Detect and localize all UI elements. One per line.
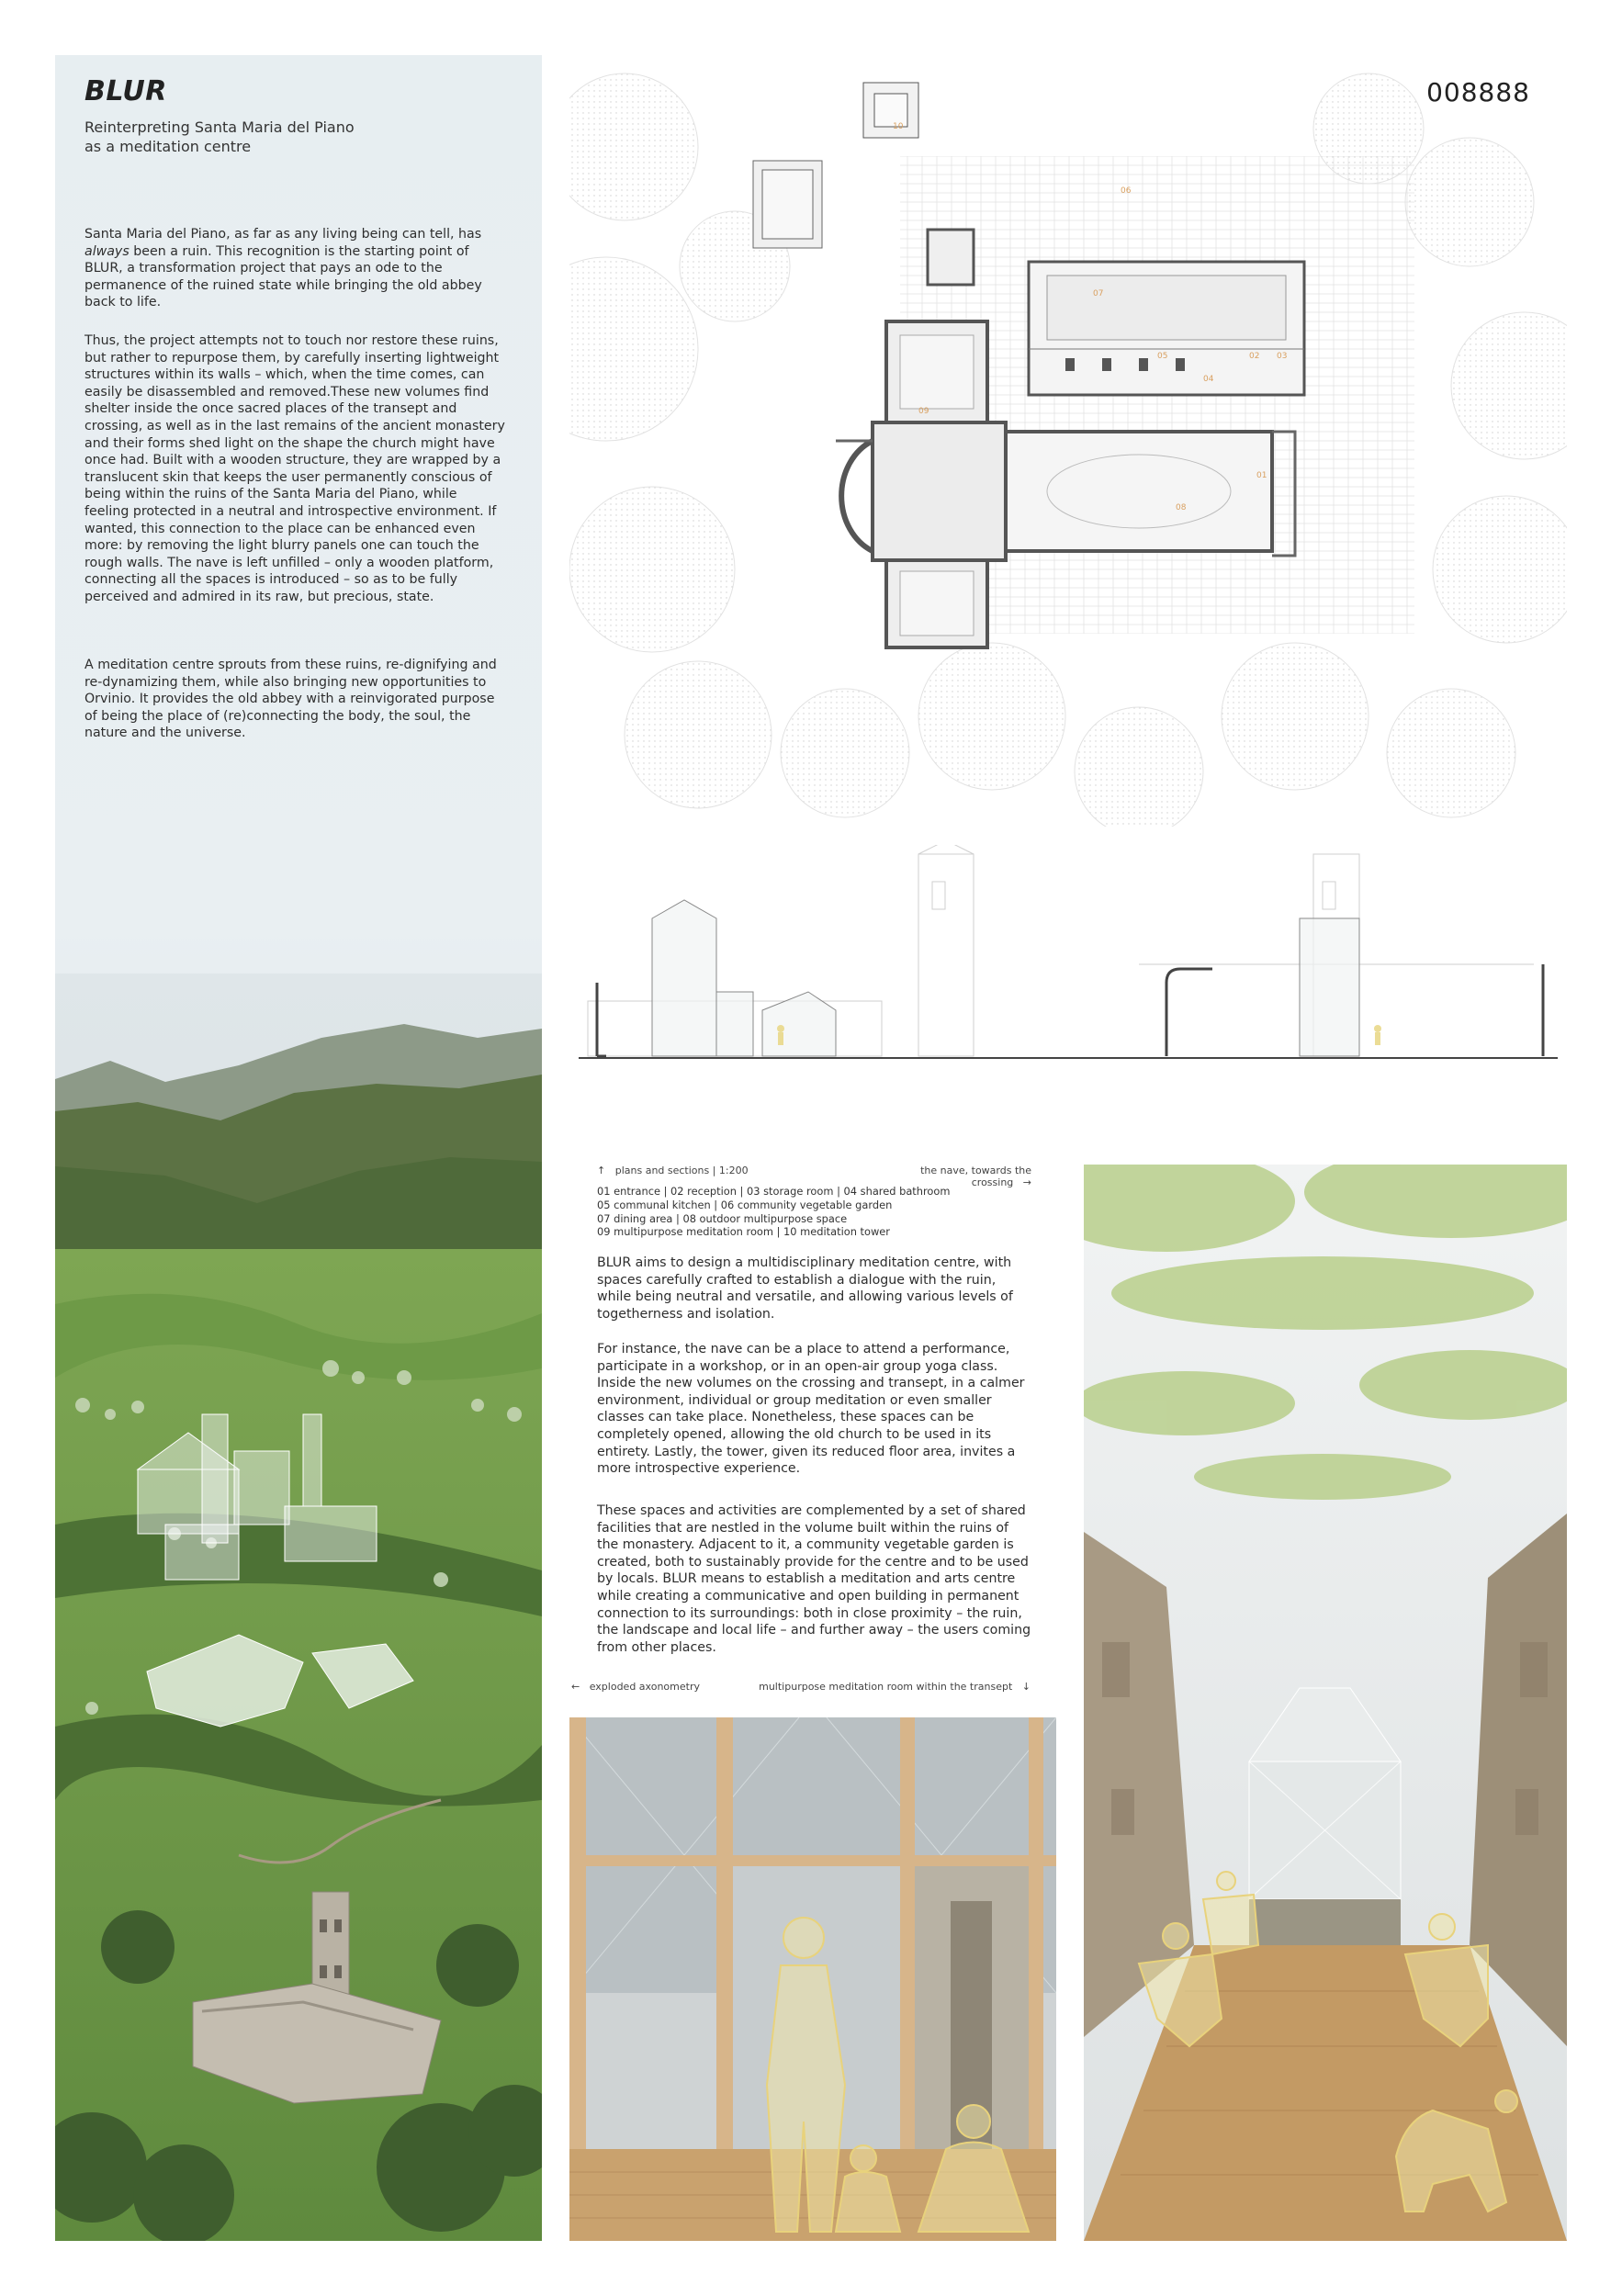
plan-label-02: 02 <box>1249 352 1260 361</box>
arrow-left-icon: ← <box>571 1681 580 1693</box>
nave-render <box>1084 1165 1567 2241</box>
project-title: BLUR <box>84 75 167 107</box>
plan-label-07: 07 <box>1093 289 1104 298</box>
facilities-paragraph: These spaces and activities are complemented by a set of shared facilities that are nestled in the volume built within the ruins of the monastery. Adjacent to it, a community vegetable garden is created, both to sustainably provide for the centre and to be used by locals. BLUR means to establish a meditation and arts centre while creating a communicative and open building in permanent connection to its surroundings: both in close proximity – the ruin, the landscape and local life – and further away – the users coming from other places. <box>597 1503 1031 1655</box>
legend-line-3: 07 dining area | 08 outdoor multipurpose space <box>597 1211 848 1225</box>
caption-axonometry <box>571 1681 700 1693</box>
uses-paragraph: For instance, the nave can be a place to attend a performance, participate in a workshop, or in an open-air group yoga class. Inside the new volumes on the crossing and transept, in a calmer environment, individual or group meditation or even smaller classes can take place. Nonetheless, these spaces can be completely opened, allowing the old church to be used in its entirety. Lastly, the tower, given its reduced floor area, invites a more introspective experience. <box>597 1342 1025 1477</box>
legend-line-1: 01 entrance | 02 reception | 03 storage room | 04 shared bathroom <box>597 1185 951 1198</box>
subtitle-line-2: as a meditation centre <box>84 138 252 155</box>
aerial-photo <box>55 974 542 2241</box>
floor-plan-drawing <box>569 55 1567 827</box>
floor-plan-panel <box>569 55 1567 827</box>
caption-plans-text: plans and sections | 1:200 <box>614 1165 749 1176</box>
caption-nave-text: the nave, towards the crossing <box>920 1165 1031 1188</box>
project-code: 008888 <box>1426 77 1530 107</box>
meditation-room-render <box>569 1717 1056 2241</box>
plan-label-05: 05 <box>1157 352 1168 361</box>
project-subtitle <box>84 118 470 156</box>
arrow-right-icon: → <box>1022 1176 1031 1188</box>
caption-room <box>746 1681 1031 1693</box>
plan-label-03: 03 <box>1277 352 1288 361</box>
legend-line-4: 09 multipurpose meditation room | 10 meditation tower <box>597 1225 890 1239</box>
plan-label-09: 09 <box>918 407 929 416</box>
left-column <box>55 55 542 2241</box>
sections-drawing <box>569 845 1567 1139</box>
intro-emphasis: always <box>84 243 130 259</box>
arrow-down-icon: ↓ <box>1021 1681 1031 1693</box>
aim-paragraph: BLUR aims to design a multidisciplinary meditation centre, with spaces carefully crafted to establish a dialogue with the ruin, while being neutral and versatile, and allowing various levels of togetherness and isolation. <box>597 1255 1013 1322</box>
concept-paragraph: Thus, the project attempts not to touch nor restore these ruins, but rather to repurpose them, by carefully inserting lightweight structures within its walls – which, when the time comes, can easily be disassembled and removed.These new volumes find shelter inside the once sacred places of the transept and crossing, as well as in the last remains of the ancient monastery and their forms shed light on the shape the church might have once had. Built with a wooden structure, they are wrapped by a translucent skin that keeps the user permanently conscious of being within the ruins of the Santa Maria del Piano, while feeling protected in a neutral and introspective environment. If wanted, this connection to the place can be enhanced even more: by removing the light blurry panels one can touch the rough walls. The nave is left unfilled – only a wooden platform, connecting all the spaces is introduced – so as to be fully perceived and admired in its raw, but precious, state. <box>84 333 505 604</box>
plan-label-04: 04 <box>1203 375 1214 384</box>
arrow-up-icon: ↑ <box>597 1165 606 1176</box>
subtitle-line-1: Reinterpreting Santa Maria del Piano <box>84 118 355 136</box>
legend-line-2: 05 communal kitchen | 06 community vegetable garden <box>597 1198 893 1211</box>
intro-text-a: Santa Maria del Piano, as far as any living being can tell, has <box>84 227 482 242</box>
plan-label-06: 06 <box>1121 186 1132 196</box>
plan-label-08: 08 <box>1176 503 1187 512</box>
plan-legend <box>597 1185 1075 1239</box>
closing-paragraph: A meditation centre sprouts from these ruins, re-dignifying and re-dynamizing them, while also bringing new opportunities to Orvinio. It provides the old abbey with a reinvigorated purpose of being the place of (re)connecting the body, the soul, the nature and the universe. <box>84 658 497 741</box>
caption-axonometry-text: exploded axonometry <box>589 1681 700 1693</box>
intro-paragraph <box>84 226 505 311</box>
intro-text-b: been a ruin. This recognition is the starting point of BLUR, a transformation project that pays an ode to the permanence of the ruined state while bringing the old abbey back to life. <box>84 243 482 310</box>
caption-plans <box>597 1165 749 1176</box>
caption-room-text: multipurpose meditation room within the transept <box>759 1681 1013 1693</box>
plan-label-10: 10 <box>893 122 904 131</box>
plan-label-01: 01 <box>1256 471 1267 480</box>
